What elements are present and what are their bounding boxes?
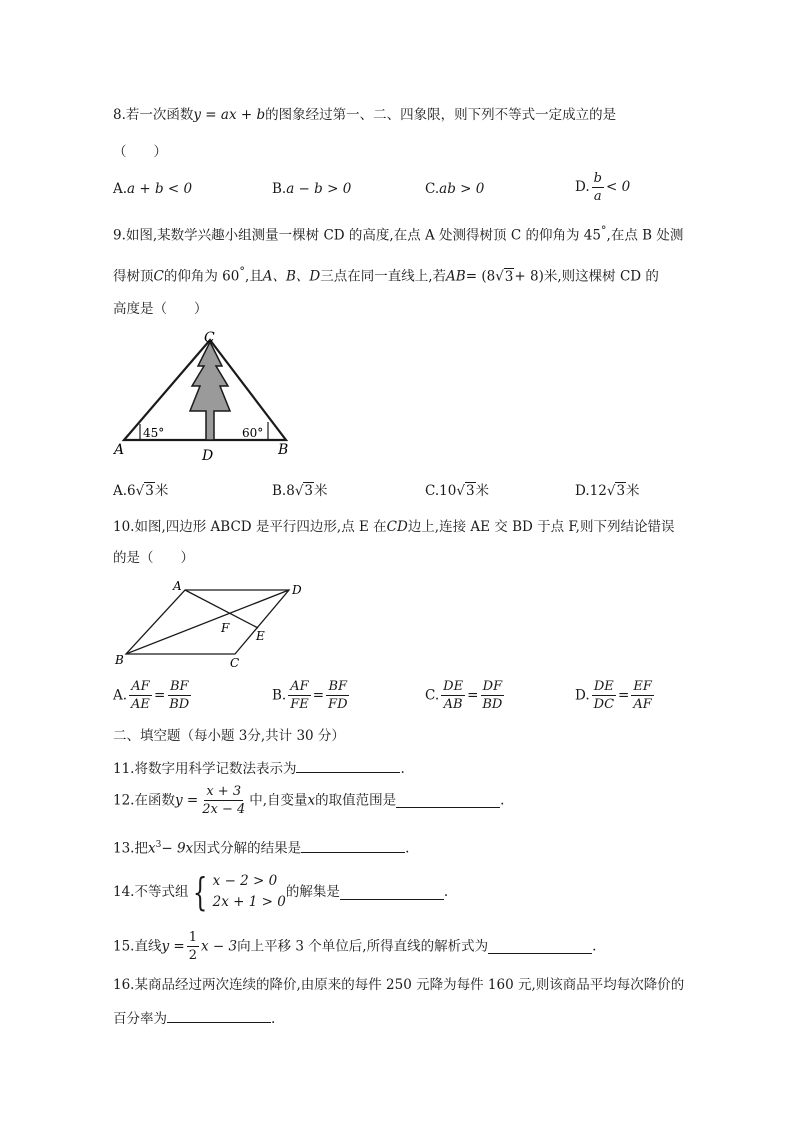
denominator: a bbox=[593, 189, 602, 204]
period: . bbox=[592, 938, 597, 955]
unit: 米 bbox=[475, 483, 490, 499]
label-b: B bbox=[278, 442, 289, 458]
denominator: 2x − 4 bbox=[202, 802, 246, 817]
period: . bbox=[405, 840, 410, 857]
q10-stem-line2: 的是（ ） bbox=[113, 550, 194, 566]
q8-option-a[interactable] bbox=[113, 180, 192, 198]
numerator: DE bbox=[443, 679, 464, 694]
fraction bbox=[167, 678, 191, 713]
denominator: 2 bbox=[188, 948, 197, 963]
exponent: 3 bbox=[155, 840, 162, 850]
q12-text: 中,自变量 bbox=[249, 792, 308, 809]
numerator: AF bbox=[290, 679, 309, 694]
q9-option-d[interactable]: D.12√3米 bbox=[575, 483, 640, 499]
fraction bbox=[480, 678, 504, 713]
option-label: C. bbox=[425, 687, 440, 704]
q13-expr: − 9x bbox=[161, 840, 194, 857]
q9-expr: + 8) bbox=[514, 268, 544, 285]
coef: 10 bbox=[439, 483, 457, 499]
q8-stem-text-b: 的图象经过第一、二、四象限，则下列不等式一定成立的是 bbox=[265, 107, 617, 123]
section-heading: 二、填空题（每小题 3分,共计 30 分） bbox=[113, 728, 345, 744]
q14 bbox=[113, 871, 448, 913]
answer-blank[interactable] bbox=[488, 939, 592, 954]
option-value: a − b > 0 bbox=[286, 181, 352, 197]
q9-text: 米,则这棵树 CD 的 bbox=[543, 268, 659, 285]
denominator: AB bbox=[443, 697, 463, 712]
q8-option-d-fraction bbox=[592, 170, 604, 205]
period: . bbox=[443, 884, 449, 900]
q15 bbox=[113, 929, 596, 964]
coef: 8 bbox=[286, 483, 295, 499]
period: . bbox=[500, 792, 505, 809]
answer-blank[interactable] bbox=[296, 758, 400, 773]
degree-sign: ° bbox=[600, 224, 607, 237]
q11 bbox=[113, 758, 405, 778]
q12-text: 12.在函数 bbox=[113, 792, 175, 809]
q9-stem-line2: 得树顶C的仰角为 60°,且A、B、D三点在同一直线上,若AB= (8√3+ 8)米,则这棵树 CD 的 bbox=[113, 265, 659, 285]
numerator: DF bbox=[482, 679, 503, 694]
q12-y: y = bbox=[174, 792, 199, 809]
q9-text: ,且 bbox=[244, 268, 263, 285]
denominator: DC bbox=[593, 697, 615, 712]
label-a: A bbox=[114, 442, 125, 458]
inequality-rows bbox=[213, 871, 286, 913]
q13 bbox=[113, 836, 409, 858]
label-b: B bbox=[115, 653, 124, 667]
radicand: 3 bbox=[616, 483, 626, 499]
q10-option-a[interactable]: A. $\frac{AF}{AE}$ = $\frac{BF}{BD}$ bbox=[113, 679, 190, 712]
q16-line1: 16.某商品经过两次连续的降价,由原来的每件 250 元降为每件 160 元,则该商品平均每次降价的 bbox=[113, 977, 685, 993]
q9-text: 9.如图,某数学兴趣小组测量一棵树 CD 的高度,在点 A 处测得树顶 C 的仰角为 45 bbox=[113, 227, 601, 244]
period: . bbox=[400, 761, 405, 777]
numerator: 1 bbox=[188, 930, 197, 945]
q9-option-b[interactable]: B.8√3米 bbox=[272, 483, 328, 499]
q10-stem-line1 bbox=[113, 518, 674, 536]
label-c: C bbox=[230, 656, 240, 670]
radicand: 3 bbox=[465, 483, 475, 499]
option-label: B. bbox=[272, 687, 287, 704]
answer-blank[interactable] bbox=[396, 793, 500, 808]
q15-text: 15.直线 bbox=[113, 938, 162, 955]
numerator: b bbox=[593, 171, 602, 186]
q9-text: 三点在同一直线上,若 bbox=[320, 268, 447, 285]
radicand: 3 bbox=[304, 483, 314, 499]
fraction bbox=[441, 678, 465, 713]
q8-formula: y = ax + b bbox=[193, 107, 266, 123]
answer-blank[interactable] bbox=[340, 885, 444, 900]
q8-paren: （ ） bbox=[113, 144, 167, 160]
denominator: BD bbox=[482, 697, 503, 712]
q9-text: 的仰角为 60 bbox=[163, 268, 240, 285]
q12-x: x bbox=[307, 792, 316, 809]
q15-y: y = bbox=[161, 938, 185, 955]
q12-fraction bbox=[200, 783, 247, 818]
q10-text: 10.如图,四边形 ABCD 是平行四边形,点 E 在 bbox=[113, 519, 387, 535]
q9-point-c: C bbox=[153, 268, 164, 285]
q8-stem-text-a: 8.若一次函数 bbox=[113, 107, 194, 123]
denominator: BD bbox=[169, 697, 190, 712]
q10-option-d[interactable]: D. $\frac{DE}{DC}$ = $\frac{EF}{AF}$ bbox=[575, 679, 652, 712]
period: . bbox=[271, 1011, 276, 1027]
option-label: D. bbox=[575, 483, 590, 499]
inequality-row: x − 2 > 0 bbox=[212, 873, 278, 889]
answer-blank[interactable] bbox=[167, 1008, 271, 1023]
answer-blank[interactable] bbox=[301, 838, 405, 853]
q9-text: 得树顶 bbox=[113, 268, 154, 285]
diagonal-bd bbox=[126, 590, 289, 654]
label-f: F bbox=[221, 621, 230, 635]
option-value-tail: < 0 bbox=[605, 179, 631, 195]
q8-option-b[interactable] bbox=[272, 180, 351, 198]
left-brace: { bbox=[193, 870, 208, 914]
denominator: FD bbox=[328, 697, 348, 712]
fraction bbox=[129, 678, 152, 713]
q14-text: 的解集是 bbox=[285, 884, 340, 900]
q9-text: ,在点 B 处测 bbox=[606, 227, 684, 244]
fraction bbox=[288, 678, 311, 713]
q10-option-c[interactable]: C. $\frac{DE}{AB}$ = $\frac{DF}{BD}$ bbox=[425, 679, 503, 712]
q15-fraction bbox=[187, 929, 199, 964]
option-label: D. bbox=[575, 687, 590, 704]
q13-text: 13.把 bbox=[113, 840, 148, 857]
q11-text: 11.将数字用科学记数法表示为 bbox=[113, 761, 297, 777]
radicand: 3 bbox=[504, 268, 514, 285]
inequality-system bbox=[188, 871, 285, 913]
q10-parallelogram-figure bbox=[112, 578, 312, 670]
numerator: EF bbox=[633, 679, 652, 694]
q12 bbox=[113, 783, 504, 818]
q15-expr: x − 3 bbox=[201, 938, 238, 955]
q8-option-c[interactable] bbox=[425, 180, 484, 198]
fraction bbox=[326, 678, 349, 713]
option-label: D. bbox=[575, 179, 590, 195]
q9-stem-line3: 高度是（ ） bbox=[113, 301, 208, 317]
inequality-row: 2x + 1 > 0 bbox=[212, 894, 286, 910]
q13-text: 因式分解的结果是 bbox=[193, 840, 302, 857]
denominator: FE bbox=[290, 697, 309, 712]
q10-segment-cd: CD bbox=[386, 519, 408, 535]
q12-text: 的取值范围是 bbox=[315, 792, 397, 809]
option-label: A. bbox=[113, 687, 128, 704]
label-c: C bbox=[204, 330, 215, 346]
q15-text: 向上平移 3 个单位后,所得直线的解析式为 bbox=[237, 938, 489, 955]
numerator: BF bbox=[169, 679, 189, 694]
fraction bbox=[631, 678, 654, 713]
q16-text: 百分率为 bbox=[113, 1011, 167, 1027]
unit: 米 bbox=[314, 483, 328, 499]
q9-option-a[interactable]: A.6√3米 bbox=[113, 483, 169, 499]
angle-a-label: 45° bbox=[143, 426, 165, 440]
degree-sign: ° bbox=[239, 265, 245, 278]
option-label: A. bbox=[113, 483, 128, 499]
q16-line2 bbox=[113, 1008, 275, 1028]
option-label: A. bbox=[113, 181, 128, 197]
numerator: x + 3 bbox=[206, 784, 242, 799]
numerator: AF bbox=[131, 679, 150, 694]
numerator: BF bbox=[328, 679, 348, 694]
denominator: AF bbox=[633, 697, 652, 712]
q9-segment-ab: AB bbox=[446, 268, 466, 285]
label-e: E bbox=[256, 629, 265, 643]
label-d: D bbox=[292, 583, 302, 597]
coef: 6 bbox=[127, 483, 136, 499]
fraction bbox=[592, 678, 616, 713]
angle-b-label: 60° bbox=[242, 426, 264, 440]
option-label: B. bbox=[272, 181, 287, 197]
q13-expr: x bbox=[147, 840, 156, 857]
label-d: D bbox=[202, 448, 214, 463]
option-value: ab > 0 bbox=[439, 181, 485, 197]
denominator: AE bbox=[131, 697, 150, 712]
q9-tree-figure bbox=[110, 328, 300, 463]
q9-expr: = (8 bbox=[465, 268, 496, 285]
q9-points: A、B、D bbox=[262, 268, 321, 285]
option-label: C. bbox=[425, 181, 440, 197]
q10-text: 边上,连接 AE 交 BD 于点 F,则下列结论错误 bbox=[407, 519, 675, 535]
numerator: DE bbox=[593, 679, 614, 694]
unit: 米 bbox=[626, 483, 640, 499]
unit: 米 bbox=[154, 483, 169, 499]
radicand: 3 bbox=[145, 483, 154, 499]
q14-text: 14.不等式组 bbox=[113, 884, 189, 900]
option-value: a + b < 0 bbox=[127, 181, 193, 197]
q10-option-b[interactable]: B. $\frac{AF}{FE}$ = $\frac{BF}{FD}$ bbox=[272, 679, 348, 712]
coef: 12 bbox=[589, 483, 607, 499]
label-a: A bbox=[173, 579, 182, 593]
option-label: C. bbox=[425, 483, 440, 499]
q9-option-c[interactable]: C.10√3米 bbox=[425, 483, 490, 499]
q9-stem-line1 bbox=[113, 222, 683, 245]
option-label: B. bbox=[272, 483, 287, 499]
q8-option-d[interactable] bbox=[575, 170, 630, 205]
q8-stem bbox=[113, 106, 616, 124]
